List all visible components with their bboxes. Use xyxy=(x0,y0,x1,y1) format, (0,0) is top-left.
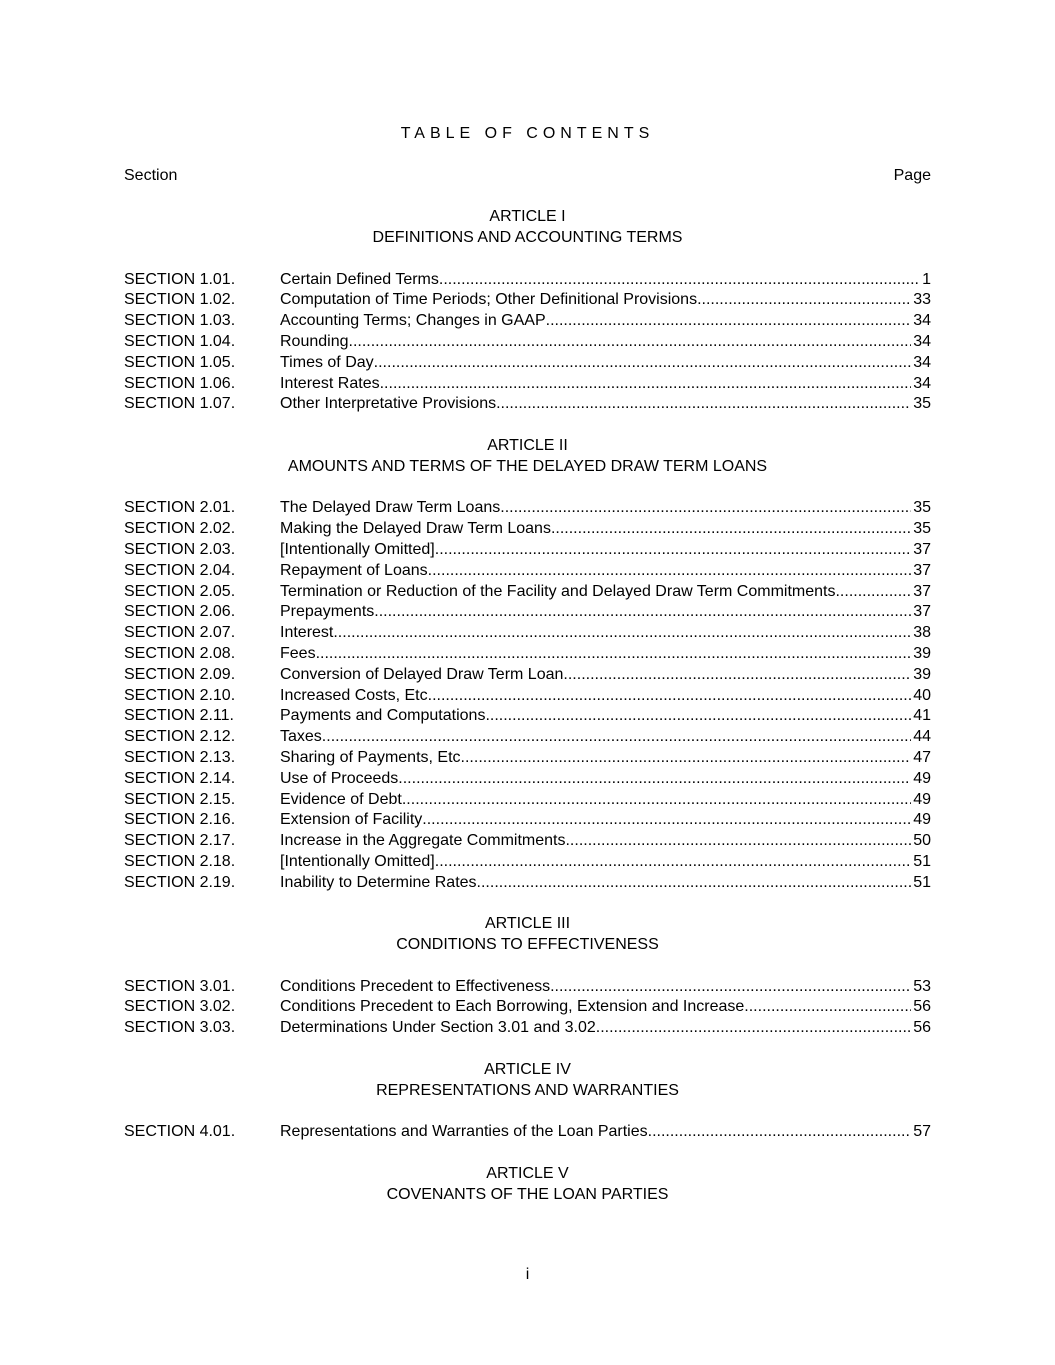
page-ref: 40 xyxy=(913,686,931,704)
dot-leader xyxy=(380,374,912,395)
toc-entry[interactable] xyxy=(124,997,931,1018)
section-title-wrap xyxy=(280,561,911,582)
toc-title: TABLE OF CONTENTS xyxy=(400,125,655,142)
section-number: SECTION 3.01. xyxy=(124,977,236,995)
page-ref: 49 xyxy=(913,769,931,787)
table-of-contents xyxy=(124,124,931,1205)
section-title: Repayment of Loans xyxy=(280,561,428,579)
section-title-wrap xyxy=(280,270,920,291)
page-ref: 34 xyxy=(913,374,931,392)
section-number: SECTION 2.10. xyxy=(124,686,236,704)
page-ref: 41 xyxy=(913,707,931,725)
page-ref: 34 xyxy=(913,353,931,371)
page-ref: 1 xyxy=(922,270,931,288)
section-title-wrap xyxy=(280,582,911,603)
section-number: SECTION 2.05. xyxy=(124,582,236,600)
spacer xyxy=(124,249,931,270)
page-ref: 34 xyxy=(913,312,931,330)
section-title-wrap xyxy=(280,665,911,686)
dot-leader xyxy=(496,394,911,415)
section-title: Other Interpretative Provisions xyxy=(280,395,497,413)
section-title: Increase in the Aggregate Commitments xyxy=(280,832,566,850)
page-ref: 33 xyxy=(913,291,931,309)
spacer xyxy=(124,1143,931,1164)
section-number: SECTION 2.14. xyxy=(124,769,236,787)
toc-entry[interactable] xyxy=(124,1018,931,1039)
section-title: Interest Rates xyxy=(280,374,380,392)
section-title-wrap xyxy=(280,332,911,353)
section-title: Making the Delayed Draw Term Loans xyxy=(280,520,551,538)
section-title-wrap xyxy=(280,686,911,707)
section-number: SECTION 2.09. xyxy=(124,665,236,683)
toc-entry[interactable] xyxy=(124,332,931,353)
section-title: Payments and Computations xyxy=(280,707,486,725)
section-title-wrap xyxy=(280,706,911,727)
section-title-wrap xyxy=(280,1018,911,1039)
section-number: SECTION 1.01. xyxy=(124,270,236,288)
dot-leader xyxy=(565,831,911,852)
section-title: Representations and Warranties of the Loan Parties xyxy=(280,1123,648,1141)
toc-entry[interactable] xyxy=(124,540,931,561)
section-title-wrap xyxy=(280,311,911,332)
toc-entry[interactable] xyxy=(124,623,931,644)
section-title: Termination or Reduction of the Facility and Delayed Draw Term Commitments xyxy=(280,582,836,600)
section-number: SECTION 1.07. xyxy=(124,395,236,413)
toc-entry[interactable] xyxy=(124,727,931,748)
section-number: SECTION 2.17. xyxy=(124,832,236,850)
toc-entry[interactable] xyxy=(124,852,931,873)
section-title-wrap xyxy=(280,374,911,395)
section-number: SECTION 2.18. xyxy=(124,852,236,870)
dot-leader xyxy=(349,332,912,353)
section-number: SECTION 2.15. xyxy=(124,790,236,808)
section-number: SECTION 2.19. xyxy=(124,873,236,891)
section-number: SECTION 2.07. xyxy=(124,624,236,642)
section-title: Accounting Terms; Changes in GAAP xyxy=(280,312,546,330)
page-ref: 44 xyxy=(913,728,931,746)
section-number: SECTION 4.01. xyxy=(124,1123,236,1141)
dot-leader xyxy=(500,498,911,519)
article-number: ARTICLE IV xyxy=(484,1060,571,1078)
article-number: ARTICLE III xyxy=(484,915,571,933)
section-title: [Intentionally Omitted] xyxy=(280,540,435,558)
toc-entry[interactable] xyxy=(124,290,931,311)
section-title-wrap xyxy=(280,769,911,790)
toc-entry[interactable] xyxy=(124,810,931,831)
dot-leader xyxy=(435,540,911,561)
page-ref: 50 xyxy=(913,832,931,850)
section-title-wrap xyxy=(280,790,911,811)
page-ref: 51 xyxy=(913,852,931,870)
section-title: Taxes xyxy=(280,728,322,746)
toc-entry[interactable] xyxy=(124,498,931,519)
section-number: SECTION 2.13. xyxy=(124,748,236,766)
section-number: SECTION 1.06. xyxy=(124,374,236,392)
section-title: Prepayments xyxy=(280,603,375,621)
page-ref: 35 xyxy=(913,395,931,413)
toc-entry[interactable] xyxy=(124,748,931,769)
page-column-header: Page xyxy=(893,166,931,184)
dot-leader xyxy=(374,602,911,623)
section-title: Evidence of Debt xyxy=(280,790,402,808)
toc-entry[interactable] xyxy=(124,353,931,374)
toc-entry[interactable] xyxy=(124,394,931,415)
section-title-wrap xyxy=(280,727,911,748)
section-number: SECTION 2.11. xyxy=(124,707,234,725)
dot-leader xyxy=(697,290,911,311)
dot-leader xyxy=(402,790,911,811)
page-ref: 35 xyxy=(913,499,931,517)
dot-leader xyxy=(648,1122,912,1143)
section-title-wrap xyxy=(280,290,911,311)
page-ref: 35 xyxy=(913,520,931,538)
dot-leader xyxy=(316,644,912,665)
page-ref: 56 xyxy=(913,1019,931,1037)
section-title-wrap xyxy=(280,977,911,998)
page-ref: 49 xyxy=(913,811,931,829)
section-title-wrap xyxy=(280,748,911,769)
section-title: [Intentionally Omitted] xyxy=(280,852,435,870)
section-column-header: Section xyxy=(124,166,178,184)
dot-leader xyxy=(428,686,912,707)
section-title: Inability to Determine Rates xyxy=(280,873,477,891)
dot-leader xyxy=(551,519,911,540)
section-title: Sharing of Payments, Etc xyxy=(280,748,461,766)
section-number: SECTION 2.12. xyxy=(124,728,236,746)
section-number: SECTION 1.05. xyxy=(124,353,236,371)
spacer xyxy=(124,956,931,977)
dot-leader xyxy=(322,727,911,748)
section-title: Conversion of Delayed Draw Term Loan xyxy=(280,665,564,683)
article-title: CONDITIONS TO EFFECTIVENESS xyxy=(396,936,659,954)
articles xyxy=(124,186,931,1205)
toc-entry[interactable] xyxy=(124,790,931,811)
section-number: SECTION 3.03. xyxy=(124,1019,236,1037)
page-ref: 38 xyxy=(913,624,931,642)
section-number: SECTION 2.16. xyxy=(124,811,236,829)
dot-leader xyxy=(435,852,911,873)
toc-entry[interactable] xyxy=(124,519,931,540)
section-title-wrap xyxy=(280,810,911,831)
dot-leader xyxy=(546,311,912,332)
section-number: SECTION 2.04. xyxy=(124,561,236,579)
section-number: SECTION 2.08. xyxy=(124,644,236,662)
section-number: SECTION 2.01. xyxy=(124,499,236,517)
page-ref: 57 xyxy=(913,1123,931,1141)
spacer xyxy=(124,893,931,914)
section-title-wrap xyxy=(280,873,911,894)
dot-leader xyxy=(477,873,912,894)
article-title: AMOUNTS AND TERMS OF THE DELAYED DRAW TERM LOANS xyxy=(287,457,768,475)
dot-leader xyxy=(550,977,911,998)
section-title-wrap xyxy=(280,519,911,540)
page-ref: 34 xyxy=(913,332,931,350)
section-title: Computation of Time Periods; Other Definitional Provisions xyxy=(280,291,698,309)
section-title-wrap xyxy=(280,644,911,665)
spacer xyxy=(124,415,931,436)
article-number: ARTICLE II xyxy=(487,436,568,454)
section-number: SECTION 3.02. xyxy=(124,998,236,1016)
dot-leader xyxy=(461,748,912,769)
toc-entry[interactable] xyxy=(124,561,931,582)
section-title-wrap xyxy=(280,394,911,415)
section-title-wrap xyxy=(280,602,911,623)
dot-leader xyxy=(744,997,911,1018)
page-ref: 39 xyxy=(913,644,931,662)
toc-entry[interactable] xyxy=(124,602,931,623)
section-title-wrap xyxy=(280,498,911,519)
article-number: ARTICLE V xyxy=(486,1164,569,1182)
section-title: Certain Defined Terms xyxy=(280,270,439,288)
section-title-wrap xyxy=(280,852,911,873)
page-ref: 37 xyxy=(913,561,931,579)
page-ref: 56 xyxy=(913,998,931,1016)
section-number: SECTION 2.06. xyxy=(124,603,236,621)
dot-leader xyxy=(374,353,912,374)
section-title: The Delayed Draw Term Loans xyxy=(280,499,501,517)
toc-entry[interactable] xyxy=(124,644,931,665)
section-title: Rounding xyxy=(280,332,349,350)
toc-entry[interactable] xyxy=(124,769,931,790)
section-title-wrap xyxy=(280,353,911,374)
toc-entry[interactable] xyxy=(124,311,931,332)
section-title-wrap xyxy=(280,1122,911,1143)
dot-leader xyxy=(439,270,920,291)
toc-entry[interactable] xyxy=(124,374,931,395)
section-title: Conditions Precedent to Each Borrowing, Extension and Increase xyxy=(280,998,745,1016)
spacer xyxy=(124,1101,931,1122)
section-title: Determinations Under Section 3.01 and 3.02 xyxy=(280,1019,596,1037)
article-title: DEFINITIONS AND ACCOUNTING TERMS xyxy=(372,228,683,246)
dot-leader xyxy=(835,582,911,603)
section-title-wrap xyxy=(280,540,911,561)
article-number: ARTICLE I xyxy=(489,208,566,226)
section-number: SECTION 1.03. xyxy=(124,312,236,330)
dot-leader xyxy=(563,665,911,686)
page-number: i xyxy=(525,1266,530,1283)
toc-entry[interactable] xyxy=(124,582,931,603)
section-title: Fees xyxy=(280,644,316,662)
section-title: Increased Costs, Etc xyxy=(280,686,428,704)
spacer xyxy=(124,186,931,207)
dot-leader xyxy=(485,706,911,727)
section-title: Interest xyxy=(280,624,334,642)
section-number: SECTION 2.03. xyxy=(124,540,236,558)
section-title: Times of Day xyxy=(280,353,374,371)
page-ref: 53 xyxy=(913,977,931,995)
toc-entry[interactable] xyxy=(124,706,931,727)
page-ref: 37 xyxy=(913,603,931,621)
toc-entry[interactable] xyxy=(124,831,931,852)
toc-entry[interactable] xyxy=(124,1122,931,1143)
page-ref: 39 xyxy=(913,665,931,683)
column-headers xyxy=(124,166,931,187)
dot-leader xyxy=(422,810,911,831)
toc-entry[interactable] xyxy=(124,686,931,707)
section-title: Use of Proceeds xyxy=(280,769,399,787)
dot-leader xyxy=(333,623,911,644)
dot-leader xyxy=(398,769,911,790)
section-title-wrap xyxy=(280,831,911,852)
section-number: SECTION 1.04. xyxy=(124,332,236,350)
spacer xyxy=(124,478,931,499)
section-title: Extension of Facility xyxy=(280,811,423,829)
section-number: SECTION 2.02. xyxy=(124,520,236,538)
section-title: Conditions Precedent to Effectiveness xyxy=(280,977,551,995)
section-title-wrap xyxy=(280,623,911,644)
section-number: SECTION 1.02. xyxy=(124,291,236,309)
toc-entry[interactable] xyxy=(124,977,931,998)
page-ref: 37 xyxy=(913,582,931,600)
toc-entry[interactable] xyxy=(124,665,931,686)
page-ref: 49 xyxy=(913,790,931,808)
toc-entry[interactable] xyxy=(124,873,931,894)
page-ref: 37 xyxy=(913,540,931,558)
page-ref: 51 xyxy=(913,873,931,891)
section-title-wrap xyxy=(280,997,911,1018)
page-ref: 47 xyxy=(913,748,931,766)
dot-leader xyxy=(596,1018,911,1039)
article-title: REPRESENTATIONS AND WARRANTIES xyxy=(376,1081,679,1099)
toc-entry[interactable] xyxy=(124,270,931,291)
spacer xyxy=(124,1039,931,1060)
article-title: COVENANTS OF THE LOAN PARTIES xyxy=(386,1185,669,1203)
dot-leader xyxy=(428,561,912,582)
